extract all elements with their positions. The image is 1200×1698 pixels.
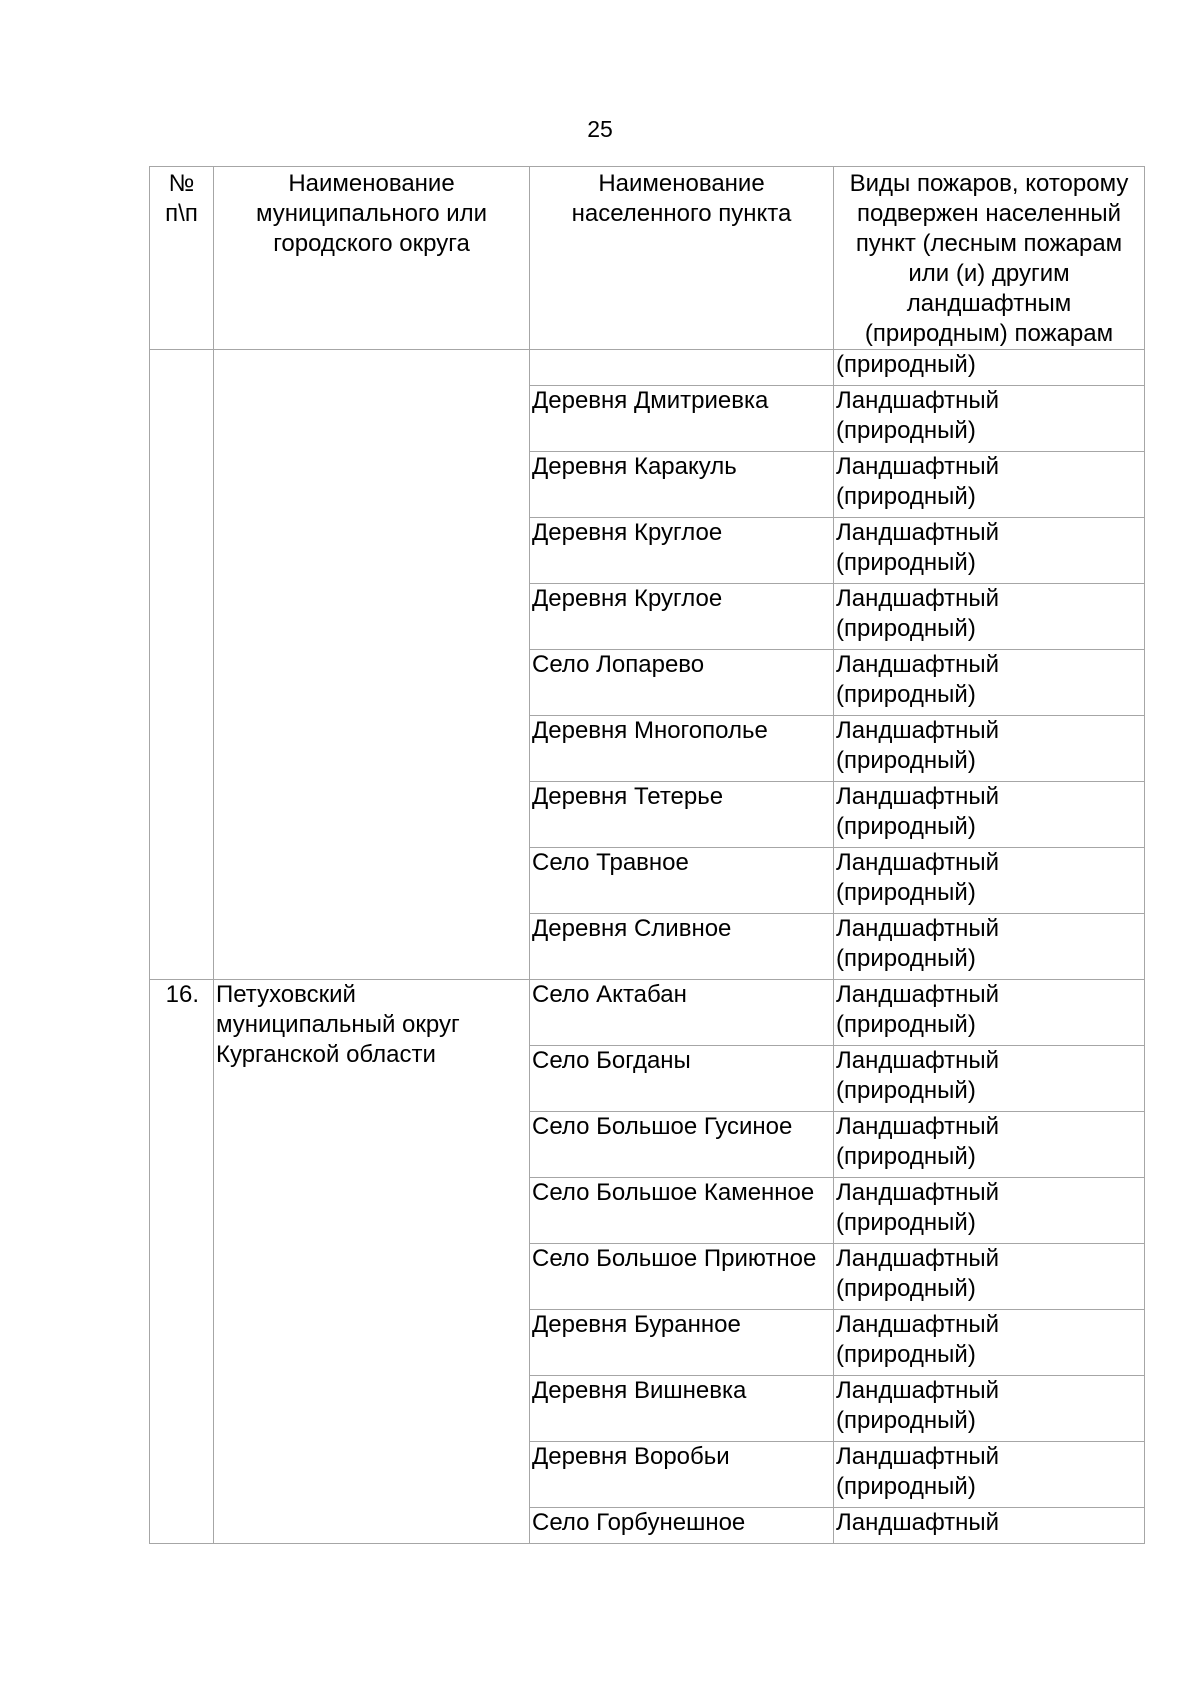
fire-type-cell xyxy=(834,1310,1145,1376)
fire-type-line-1: Ландшафтный xyxy=(836,717,1000,744)
fire-type-line-2: (природный) xyxy=(836,351,976,378)
settlement-cell: Деревня Вишневка xyxy=(530,1376,834,1442)
settlements-fire-table xyxy=(149,166,1145,1544)
fire-type-line-2: (природный) xyxy=(836,1011,976,1038)
settlement-cell: Село Богданы xyxy=(530,1046,834,1112)
settlement-cell: Деревня Дмитриевка xyxy=(530,386,834,452)
fire-type-cell xyxy=(834,584,1145,650)
settlement-cell: Деревня Круглое xyxy=(530,584,834,650)
fire-type-cell xyxy=(834,1178,1145,1244)
fire-type-cell xyxy=(834,1376,1145,1442)
fire-type-line-2: (природный) xyxy=(836,1341,976,1368)
fire-type-line-2: (природный) xyxy=(836,417,976,444)
settlement-cell xyxy=(530,350,834,386)
fire-type-cell xyxy=(834,782,1145,848)
fire-type-line-1: Ландшафтный xyxy=(836,453,1000,480)
table-header-row xyxy=(150,167,1145,350)
fire-type-line-2: (природный) xyxy=(836,681,976,708)
fire-type-cell xyxy=(834,1442,1145,1508)
settlement-cell: Село Большое Гусиное xyxy=(530,1112,834,1178)
fire-type-cell xyxy=(834,848,1145,914)
fire-type-line-1: Ландшафтный xyxy=(836,651,1000,678)
header-fire-types: Виды пожаров, которому подвержен населенный пункт (лесным пожарам или (и) другим ландшафтным (природным) пожарам xyxy=(834,167,1145,350)
fire-type-line-1: Ландшафтный xyxy=(836,849,1000,876)
fire-type-line-1: Ландшафтный xyxy=(836,1047,1000,1074)
settlement-cell: Деревня Тетерье xyxy=(530,782,834,848)
fire-type-cell xyxy=(834,716,1145,782)
settlement-cell: Деревня Круглое xyxy=(530,518,834,584)
settlement-cell: Село Лопарево xyxy=(530,650,834,716)
settlement-cell: Село Большое Каменное xyxy=(530,1178,834,1244)
fire-type-line-1: Ландшафтный xyxy=(836,387,1000,414)
fire-type-cell xyxy=(834,386,1145,452)
fire-type-line-2: (природный) xyxy=(836,945,976,972)
fire-type-line-1: Ландшафтный xyxy=(836,1113,1000,1140)
settlement-cell: Деревня Буранное xyxy=(530,1310,834,1376)
row-number-cell: 16. xyxy=(150,980,214,1544)
page-number: 25 xyxy=(587,116,613,142)
fire-type-line-1: Ландшафтный xyxy=(836,1311,1000,1338)
header-settlement: Наименование населенного пункта xyxy=(530,167,834,350)
fire-type-line-2: (природный) xyxy=(836,1407,976,1434)
fire-type-line-2: (природный) xyxy=(836,615,976,642)
header-district: Наименование муниципального или городского округа xyxy=(214,167,530,350)
fire-type-cell xyxy=(834,650,1145,716)
fire-type-line-1: Ландшафтный xyxy=(836,1509,1000,1536)
header-number: № п\п xyxy=(150,167,214,350)
fire-type-cell xyxy=(834,1046,1145,1112)
fire-type-cell xyxy=(834,452,1145,518)
fire-type-line-1: Ландшафтный xyxy=(836,981,1000,1008)
settlement-cell: Деревня Сливное xyxy=(530,914,834,980)
fire-type-line-1: Ландшафтный xyxy=(836,1377,1000,1404)
settlement-cell: Село Большое Приютное xyxy=(530,1244,834,1310)
fire-type-line-1: Ландшафтный xyxy=(836,1443,1000,1470)
settlement-cell: Село Актабан xyxy=(530,980,834,1046)
fire-type-line-1: Ландшафтный xyxy=(836,585,1000,612)
settlement-cell: Деревня Каракуль xyxy=(530,452,834,518)
settlement-cell: Деревня Воробьи xyxy=(530,1442,834,1508)
settlement-cell: Деревня Многополье xyxy=(530,716,834,782)
fire-type-line-1: Ландшафтный xyxy=(836,519,1000,546)
fire-type-cell xyxy=(834,350,1145,386)
fire-type-line-2: (природный) xyxy=(836,1473,976,1500)
fire-type-line-2: (природный) xyxy=(836,813,976,840)
district-cell xyxy=(214,350,530,980)
fire-type-line-2: (природный) xyxy=(836,483,976,510)
fire-type-cell xyxy=(834,980,1145,1046)
fire-type-line-1: Ландшафтный xyxy=(836,783,1000,810)
fire-type-cell xyxy=(834,914,1145,980)
fire-type-line-2: (природный) xyxy=(836,747,976,774)
fire-type-line-2: (природный) xyxy=(836,1275,976,1302)
fire-type-cell xyxy=(834,518,1145,584)
district-cell: Петуховский муниципальный округ Курганской области xyxy=(214,980,530,1544)
fire-type-line-1: Ландшафтный xyxy=(836,1179,1000,1206)
fire-type-line-2: (природный) xyxy=(836,879,976,906)
fire-type-cell xyxy=(834,1112,1145,1178)
fire-type-line-1: Ландшафтный xyxy=(836,915,1000,942)
table-row xyxy=(150,980,1145,1046)
settlement-cell: Село Травное xyxy=(530,848,834,914)
fire-type-cell xyxy=(834,1244,1145,1310)
fire-type-line-2: (природный) xyxy=(836,549,976,576)
fire-type-cell xyxy=(834,1508,1145,1544)
fire-type-line-2: (природный) xyxy=(836,1143,976,1170)
fire-type-line-2: (природный) xyxy=(836,1209,976,1236)
fire-type-line-1: Ландшафтный xyxy=(836,1245,1000,1272)
row-number-cell xyxy=(150,350,214,980)
table-row xyxy=(150,350,1145,386)
settlement-cell: Село Горбунешное xyxy=(530,1508,834,1544)
fire-type-line-2: (природный) xyxy=(836,1077,976,1104)
